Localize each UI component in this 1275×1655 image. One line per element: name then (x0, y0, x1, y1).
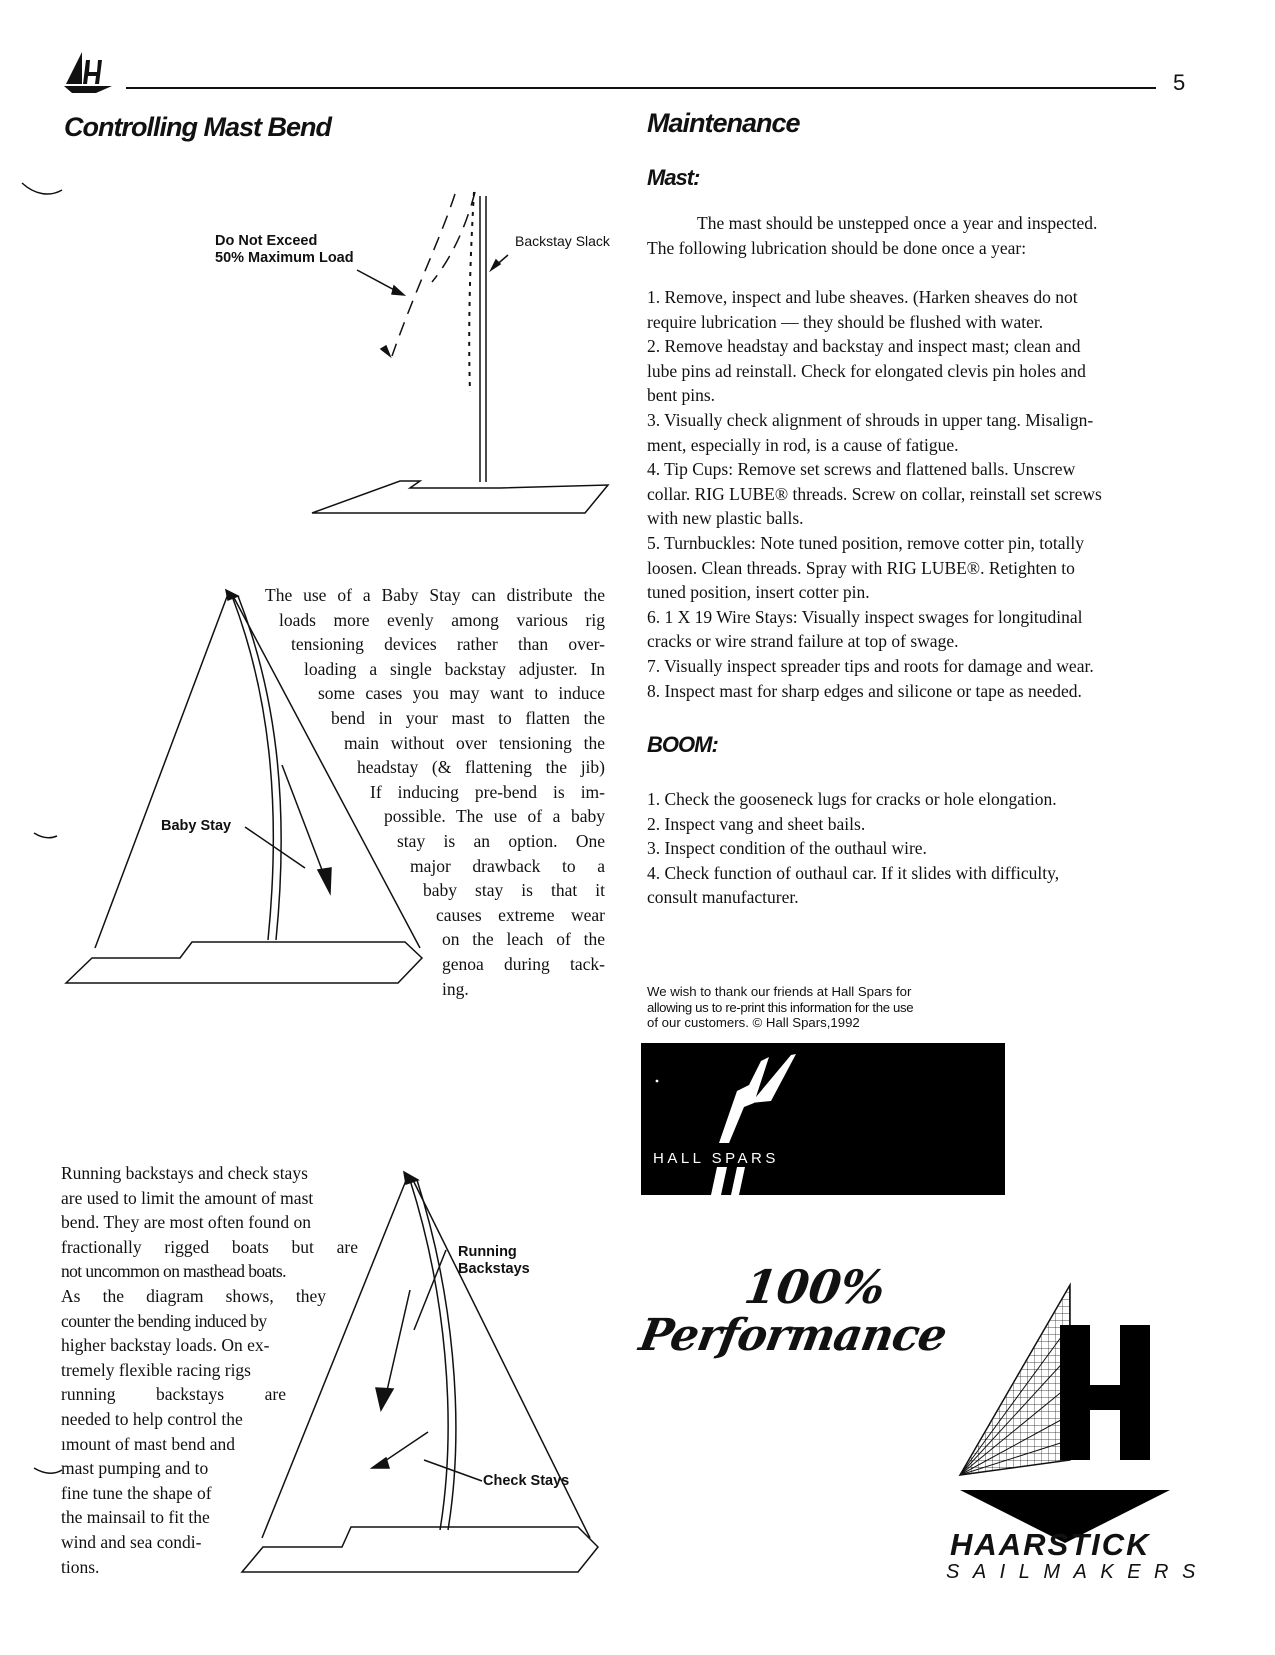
margin-marks (0, 0, 80, 1655)
list-item: 6. 1 X 19 Wire Stays: Visually inspect swages for longitudinal (647, 606, 1083, 627)
list-item: ment, especially in rod, is a cause of fatigue. (647, 434, 959, 455)
text-line: bend in your mast to flatten the (331, 707, 605, 728)
text-line: loads more evenly among various rig (279, 609, 605, 630)
text-line: bend. They are most often found on (61, 1212, 311, 1233)
list-item: with new plastic balls. (647, 508, 804, 529)
text-line: genoa during tack- (442, 953, 605, 974)
label-running: Running (458, 1244, 517, 1260)
text-line: fine tune the shape of (61, 1482, 212, 1503)
text-line: We wish to thank our friends at Hall Spars for (647, 984, 912, 999)
label-backstays: Backstays (458, 1261, 530, 1277)
text-line: The following lubrication should be done once a year: (647, 237, 1027, 258)
text-line: running backstays are (61, 1384, 286, 1405)
text-line: needed to help control the (61, 1408, 243, 1429)
section-title-maintenance: Maintenance (647, 108, 800, 138)
list-item: 2. Remove headstay and backstay and inspect mast; clean and (647, 336, 1081, 357)
acknowledgement (647, 984, 1007, 1031)
list-item: 1. Remove, inspect and lube sheaves. (Harken sheaves do not (647, 287, 1078, 307)
text-line: headstay (& flattening the jib) (357, 757, 605, 778)
text-line: are used to limit the amount of mast (61, 1187, 314, 1208)
label-baby-stay: Baby Stay (161, 818, 232, 834)
text-line: allowing us to re-print this information for the use (647, 999, 914, 1015)
text-line: baby stay is that it (423, 880, 605, 901)
label-max-load: 50% Maximum Load (215, 250, 354, 266)
text-line: Running backstays and check stays (61, 1163, 308, 1183)
list-item: cracks or wire strand failure at top of swage. (647, 631, 959, 652)
page-number: 5 (1173, 70, 1186, 95)
text-line: major drawback to a (410, 855, 605, 876)
text-line: of our customers. © Hall Spars,1992 (647, 1015, 860, 1030)
mast-checklist (647, 285, 1167, 703)
text-line: the mainsail to fit the (61, 1507, 210, 1528)
list-item: 4. Tip Cups: Remove set screws and flattened balls. Unscrew (647, 459, 1076, 480)
text-line: main without over tensioning the (344, 732, 605, 753)
brand-name: HAARSTICK (950, 1527, 1151, 1562)
text-line: some cases you may want to induce (318, 683, 605, 704)
text-line: wind and sea condi- (61, 1531, 202, 1552)
list-item: bent pins. (647, 385, 716, 406)
text-line: mast pumping and to (61, 1458, 209, 1479)
haarstick-emblem-icon (950, 1285, 1180, 1550)
text-line: ımount of mast bend and (61, 1433, 236, 1454)
list-item: 4. Check function of outhaul car. If it slides with difficulty, (647, 862, 1060, 883)
text-line: tensioning devices rather than over- (291, 634, 605, 655)
text-line: higher backstay loads. On ex- (61, 1335, 270, 1356)
text-line: tions. (61, 1556, 100, 1577)
label-do-not-exceed: Do Not Exceed (215, 233, 318, 249)
text-line: The use of a Baby Stay can distribute the (265, 585, 605, 605)
hall-spars-label: HALL SPARS (653, 1150, 779, 1167)
brand-subtitle: SAILMAKERS (946, 1561, 1209, 1583)
list-item: 1. Check the gooseneck lugs for cracks or hole elongation. (647, 789, 1057, 809)
text-line: The mast should be unstepped once a year and inspected. (697, 213, 1098, 233)
list-item: 7. Visually inspect spreader tips and roots for damage and wear. (647, 655, 1094, 676)
subheading-mast: Mast: (647, 165, 700, 190)
text-line: causes extreme wear (436, 904, 605, 925)
hall-spars-mark-icon (641, 1043, 1005, 1195)
text-line: loading a single backstay adjuster. In (304, 658, 605, 679)
mast-intro (647, 211, 1167, 260)
hall-spars-logo (641, 1043, 1005, 1195)
performance-percent: 100% (741, 1260, 889, 1314)
list-item: 8. Inspect mast for sharp edges and silicone or tape as needed. (647, 680, 1082, 701)
running-backstays-paragraph (61, 1161, 381, 1579)
text-line: fractionally rigged boats but are (61, 1236, 358, 1257)
section-title-mast-bend: Controlling Mast Bend (64, 112, 331, 142)
text-line: stay is an option. One (397, 830, 605, 851)
text-line: on the leach of the (442, 929, 605, 950)
performance-word: Performance (635, 1310, 950, 1361)
label-backstay-slack: Backstay Slack (515, 233, 610, 249)
list-item: tuned position, insert cotter pin. (647, 582, 870, 603)
list-item: 3. Inspect condition of the outhaul wire. (647, 838, 927, 859)
list-item: consult manufacturer. (647, 887, 799, 908)
text-line: not uncommon on masthead boats. (61, 1261, 286, 1282)
text-line: As the diagram shows, they (61, 1285, 326, 1306)
text-line: possible. The use of a baby (384, 806, 605, 827)
text-line: counter the bending induced by (61, 1310, 267, 1331)
list-item: 5. Turnbuckles: Note tuned position, remove cotter pin, totally (647, 532, 1084, 553)
list-item: collar. RIG LUBE® threads. Screw on collar, reinstall set screws (647, 483, 1102, 504)
boom-checklist (647, 787, 1167, 910)
list-item: loosen. Clean threads. Spray with RIG LUBE®. Retighten to (647, 557, 1075, 578)
performance-slogan (635, 1260, 980, 1380)
list-item: 3. Visually check alignment of shrouds in upper tang. Misalign- (647, 409, 1094, 430)
text-line: tremely flexible racing rigs (61, 1359, 251, 1380)
text-line: ing. (442, 978, 469, 999)
text-line: If inducing pre-bend is im- (370, 781, 605, 802)
list-item: 2. Inspect vang and sheet bails. (647, 813, 866, 834)
label-check-stays: Check Stays (483, 1473, 570, 1489)
subheading-boom: BOOM: (647, 732, 718, 757)
list-item: require lubrication — they should be flushed with water. (647, 311, 1044, 332)
list-item: lube pins ad reinstall. Check for elongated clevis pin holes and (647, 360, 1086, 381)
